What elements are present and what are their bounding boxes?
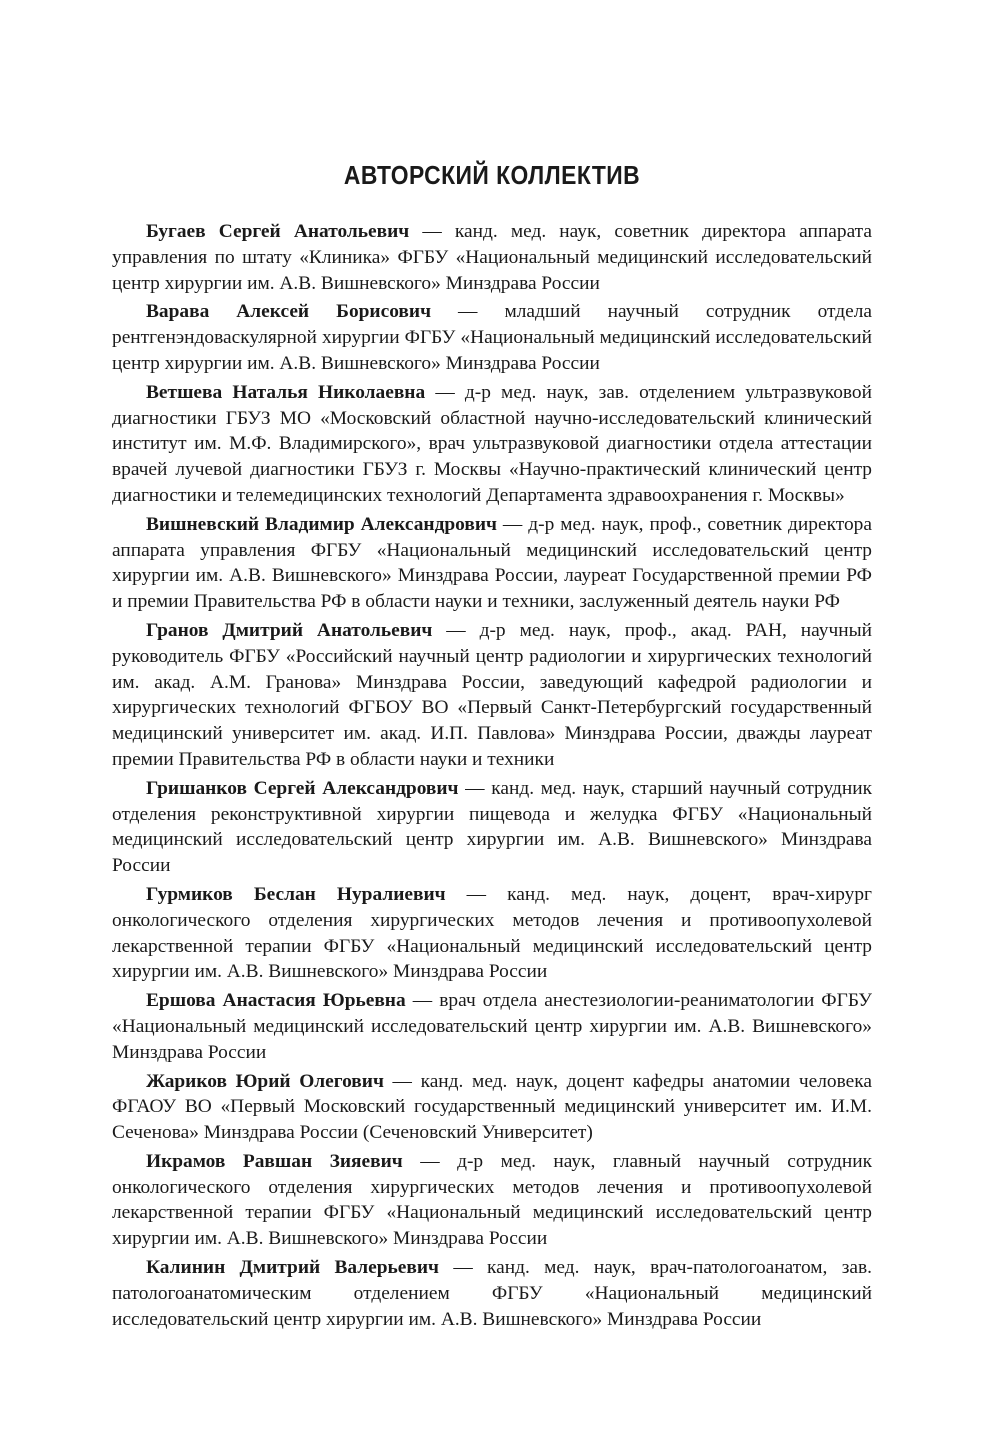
author-name: Вишневский Владимир Александрович: [146, 513, 497, 535]
author-entry: [112, 882, 872, 985]
page-title: АВТОРСКИЙ КОЛЛЕКТИВ: [343, 160, 641, 190]
author-description: — младший научный сотрудник отдела рентгенэндоваскулярной хирургии ФГБУ «Национальный медицинский исследовательский центр хирургии им. А.В. Вишневского» Минздрава России: [112, 301, 873, 374]
author-description: — канд. мед. наук, старший научный сотрудник отделения реконструктивной хирургии пищевода и желудка ФГБУ «Национальный медицинский исследовательский центр хирургии им. А.В. Вишневского» Минздрава России: [112, 777, 872, 877]
author-description: — д-р мед. наук, проф., советник директора аппарата управления ФГБУ «Национальный медицинский исследовательский центр хирургии им. А.В. Вишневского» Минздрава России, лауреат Государственной премии РФ и премии Правительства РФ в области науки и техники, заслуженный деятель науки РФ: [112, 513, 872, 613]
author-name: Гранов Дмитрий Анатольевич: [146, 619, 433, 641]
author-entry: [112, 512, 872, 615]
author-entry: [112, 988, 872, 1065]
author-entry: [112, 1255, 872, 1332]
author-name: Икрамов Равшан Зияевич: [146, 1150, 403, 1172]
author-description: — канд. мед. наук, доцент кафедры анатомии человека ФГАОУ ВО «Первый Московский государственный медицинский университет им. И.М. Сеченова» Минздрава России (Сеченовский Университет): [112, 1070, 872, 1144]
author-name: Варава Алексей Борисович: [146, 301, 432, 323]
author-entry: [112, 299, 872, 376]
author-description: — д-р мед. наук, главный научный сотрудник онкологического отделения хирургических методов лечения и противоопухолевой лекарственной терапии ФГБУ «Национальный медицинский исследовательский центр хирургии им. А.В. Вишневского» Минздрава России: [112, 1150, 872, 1250]
author-name: Ветшева Наталья Николаевна: [146, 381, 426, 403]
author-entry: [112, 1149, 872, 1252]
author-description: — канд. мед. наук, советник директора аппарата управления по штату «Клиника» ФГБУ «Национальный медицинский исследовательский центр хирургии им. А.В. Вишневского» Минздрава России: [112, 221, 872, 294]
author-entry: [112, 618, 872, 773]
author-entry: [112, 219, 872, 296]
author-description: — канд. мед. наук, доцент, врач-хирург онкологического отделения хирургических методов лечения и противоопухолевой лекарственной терапии ФГБУ «Национальный медицинский исследовательский центр хирургии им. А.В. Вишневского» Минздрава России: [112, 883, 872, 983]
author-name: Гришанков Сергей Александрович: [146, 777, 459, 799]
author-description: — канд. мед. наук, врач-патологоанатом, зав. патологоанатомическим отделением ФГБУ «Национальный медицинский исследовательский центр хирургии им. А.В. Вишневского» Минздрава России: [112, 1257, 872, 1330]
author-description: — врач отдела анестезиологии-реаниматологии ФГБУ «Национальный медицинский исследовательский центр хирургии им. А.В. Вишневского» Минздрава России: [112, 990, 872, 1063]
author-name: Калинин Дмитрий Валерьевич: [146, 1257, 439, 1279]
document-page: [112, 160, 872, 1335]
author-entry: [112, 776, 872, 879]
author-description: — д-р мед. наук, проф., акад. РАН, научный руководитель ФГБУ «Российский научный центр радиологии и хирургических технологий им. акад. А.М. Гранова» Минздрава России, заведующий кафедрой радиологии и хирургических технологий ФГБОУ ВО «Первый Санкт-Петербургский государственный медицинский университет им. акад. И.П. Павлова» Минздрава России, дважды лауреат премии Правительства РФ в области науки и техники: [112, 619, 873, 770]
author-name: Гурмиков Беслан Нуралиевич: [146, 883, 446, 905]
author-name: Ершова Анастасия Юрьевна: [146, 990, 406, 1012]
author-entry: [112, 1069, 872, 1146]
author-entry: [112, 380, 872, 509]
author-description: — д-р мед. наук, зав. отделением ультразвуковой диагностики ГБУЗ МО «Московский областной научно-исследовательский клинический институт им. М.Ф. Владимирского», врач ультразвуковой диагностики отдела аттестации врачей лучевой диагностики ГБУЗ г. Москвы «Научно-практический клинический центр диагностики и телемедицинских технологий Департамента здравоохранения г. Москвы»: [112, 381, 873, 506]
author-name: Бугаев Сергей Анатольевич: [146, 221, 410, 242]
author-name: Жариков Юрий Олегович: [146, 1070, 384, 1092]
